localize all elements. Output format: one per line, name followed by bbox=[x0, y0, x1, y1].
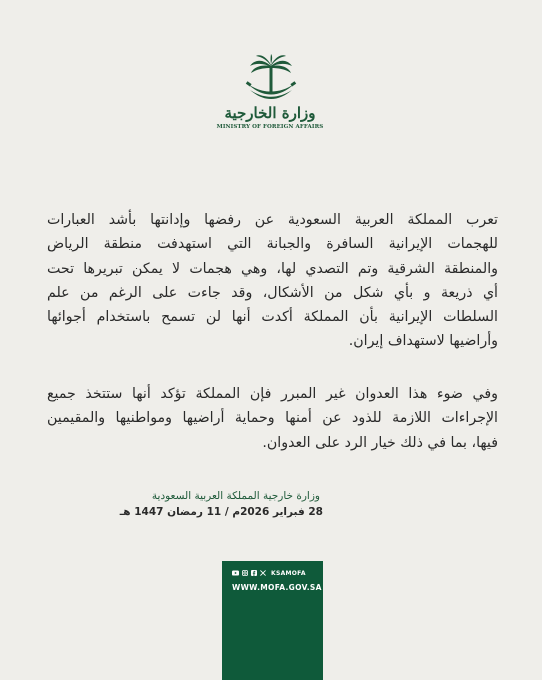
statement-line: السلطات الإيرانية بأن المملكة أكدت أنها لن تسمح باستخدام أجوائها bbox=[47, 309, 498, 326]
statement-line: الإجراءات اللازمة للذود عن أمنها وحماية أراضيها ومواطنيها والمقيمين bbox=[47, 410, 498, 427]
ministry-name-english: MINISTRY OF FOREIGN AFFAIRS bbox=[216, 124, 324, 130]
statement-line: أي ذريعة و بأي شكل من الأشكال، وقد جاءت على الرغم من علم bbox=[47, 284, 498, 301]
statement-line: وأراضيها لاستهداف إيران. bbox=[348, 333, 498, 350]
statement-date: 28 فبراير 2026م / 11 رمضان 1447 هـ bbox=[119, 506, 323, 518]
statement-line: للهجمات الإيرانية السافرة والجبانة التي استهدفت منطقة الرياض bbox=[47, 236, 498, 253]
issuer-signature: وزارة خارجية المملكة العربية السعودية bbox=[151, 490, 320, 502]
statement-line: فيها، بما في ذلك خيار الرد على العدوان. bbox=[262, 434, 498, 451]
statement-line: تعرب المملكة العربية السعودية عن رفضها وإدانتها بأشد العبارات bbox=[47, 212, 498, 228]
youtube-icon[interactable] bbox=[232, 570, 239, 577]
statement-paragraph-1 bbox=[47, 208, 498, 354]
statement-paragraph-2 bbox=[47, 382, 498, 455]
social-handle: KSAMOFA bbox=[271, 570, 306, 577]
website-link[interactable]: WWW.MOFA.GOV.SA bbox=[232, 583, 322, 592]
footer-banner bbox=[222, 561, 323, 680]
ministry-name-arabic: وزارة الخارجية bbox=[224, 104, 316, 122]
palm-and-crossed-swords-icon bbox=[236, 54, 306, 106]
x-icon[interactable] bbox=[259, 570, 266, 577]
statement-line: وفي ضوء هذا العدوان غير المبرر فإن المملكة تؤكد أنها ستتخذ جميع bbox=[47, 386, 498, 402]
statement-line: والمنطقة الشرقية وتم التصدي لها، وهي هجمات لا يمكن تبريرها تحت bbox=[47, 260, 498, 277]
social-links bbox=[232, 570, 306, 577]
facebook-icon[interactable] bbox=[250, 570, 257, 577]
instagram-icon[interactable] bbox=[241, 570, 248, 577]
